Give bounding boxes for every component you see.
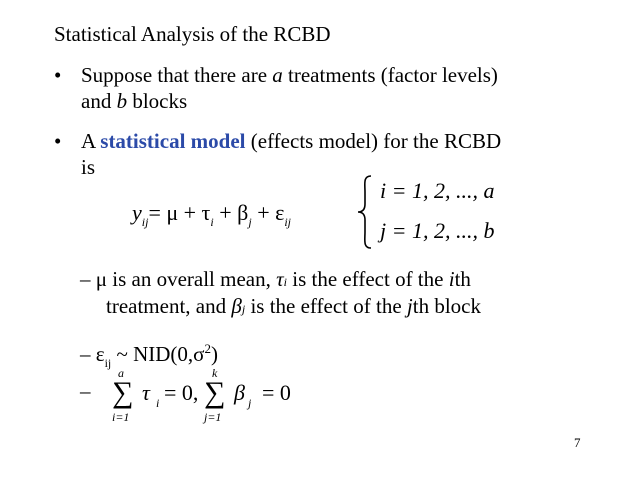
- sub-bullet-constraints-marker: –: [80, 379, 91, 403]
- sum2-lower: j=1: [204, 410, 222, 424]
- sum1-upper: a: [118, 366, 124, 380]
- bullet-line-2: is: [81, 155, 96, 179]
- sum1-lower: i=1: [112, 410, 130, 424]
- page-number: 7: [574, 435, 581, 450]
- range-i: i = 1, 2, ..., a: [380, 178, 495, 203]
- highlight-statistical-model: statistical model: [100, 129, 246, 153]
- bullet-treatments-blocks: [54, 62, 498, 114]
- bullet-statistical-model: [54, 128, 501, 180]
- sum-constraints: a ∑ i=1 τ i = 0, k ∑ j=1 β j = 0: [112, 366, 291, 424]
- bullet-line-1: Suppose that there are a treatments (factor levels): [81, 63, 498, 87]
- bullet-marker: •: [54, 129, 62, 153]
- left-brace-icon: [355, 172, 375, 252]
- sub-bullet-effects: – μ is an overall mean, τi is the effect of the ith: [80, 267, 471, 291]
- sum2-upper: k: [212, 366, 218, 380]
- bullet-marker: •: [54, 63, 62, 87]
- bullet-line-1: A statistical model (effects model) for the RCBD: [81, 129, 502, 153]
- range-j: j = 1, 2, ..., b: [380, 218, 495, 243]
- equation-brace: [355, 172, 375, 257]
- sigma-icon: ∑: [204, 376, 226, 409]
- model-equation: $y_{ij}= \mu + \tau_i + \beta_j + \varepsilon_{ij}$: [132, 200, 292, 229]
- sigma-icon: ∑: [112, 376, 134, 409]
- sub-bullet-effects-line2: treatment, and βj is the effect of the jth block: [106, 294, 481, 318]
- slide-title: Statistical Analysis of the RCBD: [54, 22, 331, 46]
- sub-bullet-error: – $\varepsilon_{ij}$ ~ $NID(0,\sigma^2)$: [80, 341, 218, 370]
- bullet-line-2: and b blocks: [81, 89, 188, 113]
